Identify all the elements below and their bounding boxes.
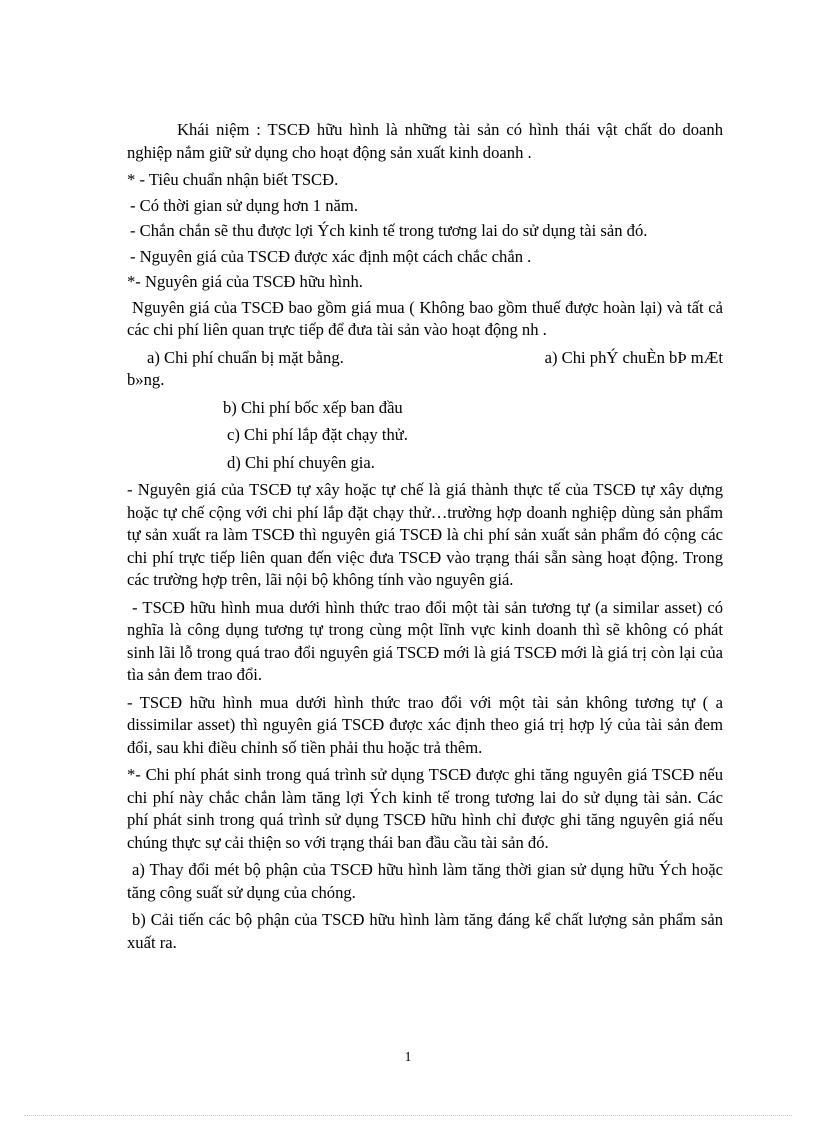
page-number: 1 [404,1050,412,1065]
criteria-item: - Có thời gian sử dụng hơn 1 năm. [130,195,358,215]
page-bottom-divider [24,1115,792,1116]
criteria-item: - Chắn chắn sẽ thu được lợi Ých kinh tế trong tương lai do sử dụng tài sản đó. [130,221,648,240]
paragraph-similar-exchange: - TSCĐ hữu hình mua dưới hình thức trao đổi một tài sản tương tự (a similar asset) có nghĩa là công dụng tương tự trong cùng một lĩnh vực kinh doanh thì sẽ không có phát sinh lãi lỗ trong quá trao đổi nguyên giá TSCĐ mới là giá TSCĐ mới là giá trị còn lại của tìa sản đem trao đổi. [127,597,723,684]
cost-item: d) Chi phí chuyên gia. [227,452,375,472]
cost-item-right: a) Chi phÝ chuÈn bÞ mÆt [544,347,723,367]
paragraph-definition: Khái niệm : TSCĐ hữu hình là những tài sản có hình thái vật chất do doanh nghiệp nắm giữ sử dụng cho hoạt động sản xuất kinh doanh . [127,120,723,162]
paragraph-item-b: b) Cải tiến các bộ phận của TSCĐ hữu hình làm tăng đáng kể chất lượng sản phẩm sản xuất ra. [127,910,723,952]
paragraph-item-a: a) Thay đổi mét bộ phận của TSCĐ hữu hình làm tăng thời gian sử dụng hữu Ých hoặc tăng công suất sử dụng của chóng. [127,860,723,902]
paragraph-dissimilar-exchange: - TSCĐ hữu hình mua dưới hình thức trao đổi với một tài sản không tương tự ( a dissimilar asset) thì nguyên giá TSCĐ được xác định theo giá trị hợp lý của tài sản đem đổi, sau khi điều chỉnh số tiền phải thu hoặc trả thêm. [127,692,723,757]
cost-item: c) Chi phí lắp đặt chạy thử. [227,425,408,444]
criteria-item: - Nguyên giá của TSCĐ được xác định một cách chắc chắn . [130,246,532,266]
heading-original-cost: *- Nguyên giá của TSCĐ hữu hình. [127,272,363,291]
cost-item-continuation: b»ng. [127,370,165,389]
paragraph-self-built: - Nguyên giá của TSCĐ tự xây hoặc tự chế là giá thành thực tế của TSCĐ tự xây dựng hoặc tự chế cộng với chi phí lắp đặt chạy thử…trường hợp doanh nghiệp dùng sản phẩm tự sản xuất ra làm TSCĐ thì nguyên giá TSCĐ là chi phí sản xuất sản phẩm đó cộng các chi phí trực tiếp liên quan đến việc đưa TSCĐ vào trạng thái sẵn sàng hoạt động. Trong các trường hợp trên, lãi nội bộ không tính vào nguyên giá. [127,480,723,589]
cost-item-row [127,347,723,370]
cost-item: b) Chi phí bốc xếp ban đầu [223,397,403,417]
cost-item-left: a) Chi phí chuẩn bị mặt bằng. [147,347,344,367]
paragraph-subsequent-costs: *- Chi phí phát sinh trong quá trình sử dụng TSCĐ được ghi tăng nguyên giá TSCĐ nếu chi phí này chắc chắn làm tăng lợi Ých kinh tế trong tương lai do sử dụng tài sản. Các phí phát sinh trong quá trình sử dụng TSCĐ hữu hình chỉ được ghi tăng nguyên giá nếu chúng thực sự cải thiện so với trạng thái ban đầu cầu tài sản đó. [127,765,723,852]
body-text [127,119,723,959]
heading-criteria: * - Tiêu chuẩn nhận biết TSCĐ. [127,170,339,189]
paragraph-original-cost: Nguyên giá của TSCĐ bao gồm giá mua ( Không bao gồm thuế được hoàn lại) và tất cả các chi phí liên quan trực tiếp để đưa tài sản vào hoạt động nh . [127,297,723,339]
